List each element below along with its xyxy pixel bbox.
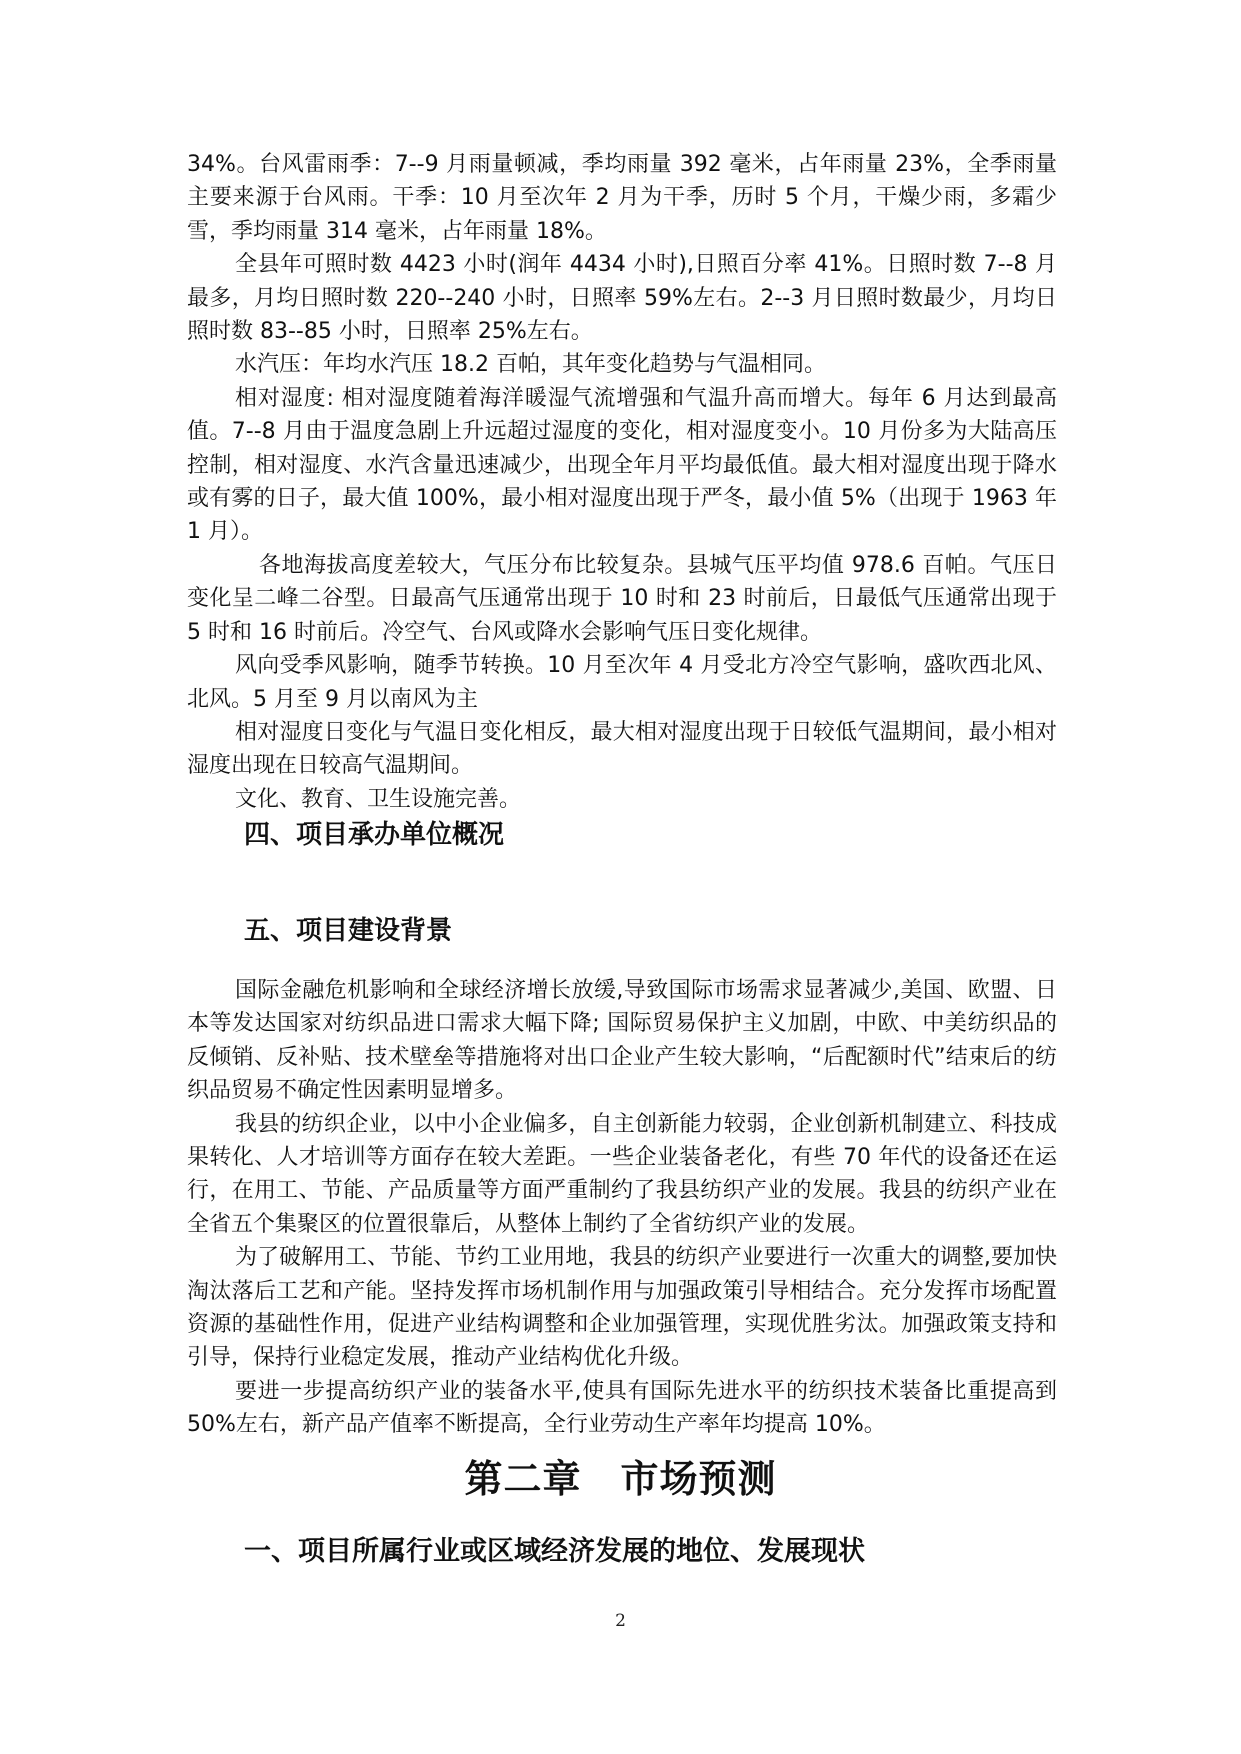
paragraph-rainfall-seasons: 34%。台风雷雨季：7--9 月雨量顿减，季均雨量 392 毫米，占年雨量 23%，全季雨量主要来源于台风雨。干季：10 月至次年 2 月为干季，历时 5 个月，干燥少雨，多霜少雪，季均雨量 314 毫米，占年雨量 18%。 bbox=[187, 152, 1057, 244]
lower-text-block bbox=[187, 974, 1057, 1442]
paragraph-humidity-daily-variation: 相对湿度日变化与气温日变化相反，最大相对湿度出现于日较低气温期间，最小相对湿度出现在日较高气温期间。 bbox=[187, 719, 1057, 779]
paragraph-financial-crisis: 国际金融危机影响和全球经济增长放缓,导致国际市场需求显著减少,美国、欧盟、日本等发达国家对纺织品进口需求大幅下降; 国际贸易保护主义加剧，中欧、中美纺织品的反倾销、反补贴、技术壁垒等措施将对出口企业产生较大影响，“后配额时代”结束后的纺织品贸易不确定性因素明显增多。 bbox=[187, 978, 1057, 1104]
paragraph-facilities: 文化、教育、卫生设施完善。 bbox=[235, 786, 522, 812]
upper-text-block bbox=[187, 148, 1057, 816]
section-five-heading: 五、项目建设背景 bbox=[244, 916, 453, 946]
section-four-heading: 四、项目承办单位概况 bbox=[244, 820, 505, 850]
section-one-heading: 一、项目所属行业或区域经济发展的地位、发展现状 bbox=[244, 1536, 865, 1567]
paragraph-vapor-pressure: 水汽压：年均水汽压 18.2 百帕，其年变化趋势与气温相同。 bbox=[235, 352, 826, 378]
chapter-title: 第二章 市场预测 bbox=[464, 1457, 777, 1501]
paragraph-wind-direction: 风向受季风影响，随季节转换。10 月至次年 4 月受北方冷空气影响，盛吹西北风、北风。5 月至 9 月以南风为主 bbox=[187, 653, 1057, 712]
page-number: 2 bbox=[615, 1611, 626, 1631]
paragraph-textile-enterprises: 我县的纺织企业，以中小企业偏多，自主创新能力较弱，企业创新机制建立、科技成果转化、人才培训等方面存在较大差距。一些企业装备老化，有些 70 年代的设备还在运行，在用工、节能、产品质量等方面严重制约了我县纺织产业的发展。我县的纺织产业在全省五个集聚区的位置很靠后，从整体上制约了全省纺织产业的发展。 bbox=[187, 1111, 1057, 1237]
paragraph-relative-humidity: 相对湿度: 相对湿度随着海洋暖湿气流增强和气温升高而增大。每年 6 月达到最高值。7--8 月由于温度急剧上升远超过湿度的变化，相对湿度变小。10 月份多为大陆高压控制，相对湿度、水汽含量迅速减少，出现全年月平均最低值。最大相对湿度出现于降水或有雾的日子，最大值 100%，最小相对湿度出现于严冬，最小值 5%（出现于 1963 年 1 月）。 bbox=[187, 385, 1057, 545]
paragraph-sunshine-hours: 全县年可照时数 4423 小时(润年 4434 小时),日照百分率 41%。日照时数 7--8 月最多，月均日照时数 220--240 小时，日照率 59%左右。2--3 月日照时数最少，月均日照时数 83--85 小时，日照率 25%左右。 bbox=[187, 252, 1057, 345]
paragraph-restructuring: 为了破解用工、节能、节约工业用地，我县的纺织产业要进行一次重大的调整,要加快淘汰落后工艺和产能。坚持发挥市场机制作用与加强政策引导相结合。充分发挥市场配置资源的基础性作用，促进产业结构调整和企业加强管理，实现优胜劣汰。加强政策支持和引导，保持行业稳定发展，推动产业结构优化升级。 bbox=[187, 1245, 1057, 1371]
paragraph-equipment-level: 要进一步提高纺织产业的装备水平,使具有国际先进水平的纺织技术装备比重提高到 50%左右，新产品产值率不断提高，全行业劳动生产率年均提高 10%。 bbox=[187, 1378, 1057, 1438]
paragraph-air-pressure: 各地海拔高度差较大，气压分布比较复杂。县城气压平均值 978.6 百帕。气压日变化呈二峰二谷型。日最高气压通常出现于 10 时和 23 时前后，日最低气压通常出现于 5 时和 16 时前后。冷空气、台风或降水会影响气压日变化规律。 bbox=[187, 552, 1057, 645]
